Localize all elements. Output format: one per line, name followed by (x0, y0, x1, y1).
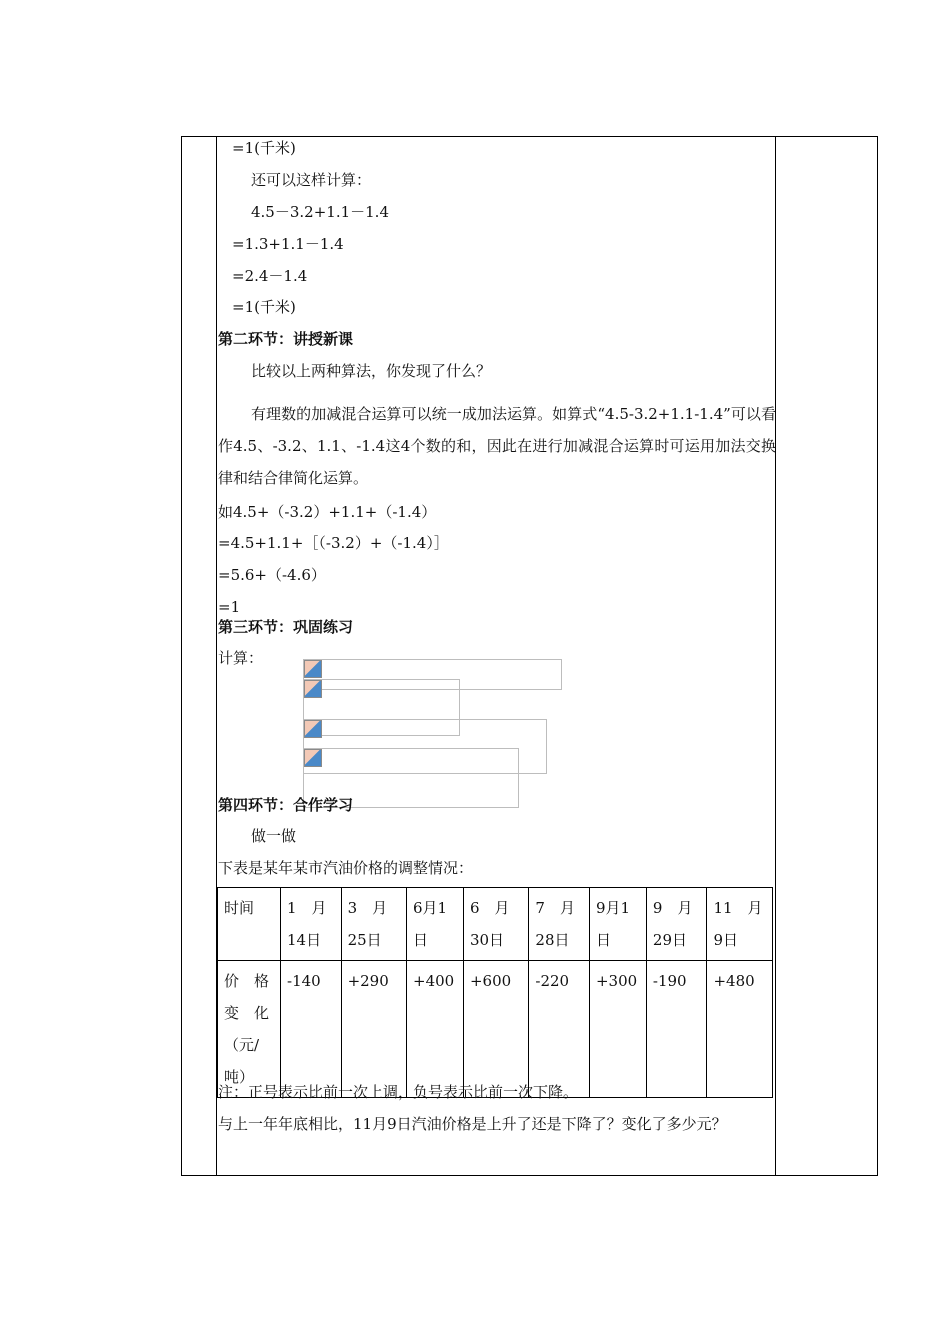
section3-label: 计算： (218, 649, 264, 667)
calc-line-2: 4.5－3.2+1.1－1.4 (251, 203, 389, 221)
table-cell-change: +600 (463, 961, 528, 1098)
table-note: 注：正号表示比前一次上调，负号表示比前一次下降。 (218, 1083, 579, 1101)
table-cell-date: 6 月30日 (463, 888, 528, 961)
table-cell-date: 11 月9日 (707, 888, 773, 961)
example-line-3: =5.6+（-4.6） (218, 566, 326, 584)
final-question: 与上一年年底相比，11月9日汽油价格是上升了还是下降了？变化了多少元？ (218, 1115, 727, 1133)
table-row (218, 888, 773, 961)
table-cell-date: 9 月29日 (646, 888, 707, 961)
table-cell-date: 1 月14日 (281, 888, 342, 961)
broken-image-icon (304, 720, 322, 738)
table-cell-date: 3 月25日 (341, 888, 406, 961)
example-line-2: =4.5+1.1+［（-3.2）+（-1.4）］ (218, 534, 449, 552)
example-line-4: =1 (218, 598, 241, 616)
broken-image-icon (304, 749, 322, 767)
calc-line-5: =1(千米) (232, 298, 296, 316)
calc-line-0: =1(千米) (232, 139, 296, 157)
table-cell-change: -140 (281, 961, 342, 1098)
table-cell-change: +400 (407, 961, 464, 1098)
section4-heading: 第四环节：合作学习 (218, 796, 354, 814)
section4-intro: 下表是某年某市汽油价格的调整情况： (218, 859, 474, 877)
section4-sub: 做一做 (251, 827, 297, 845)
calc-line-4: =2.4－1.4 (232, 267, 308, 285)
section2-paragraph: 有理数的加减混合运算可以统一成加法运算。如算式“4.5-3.2+1.1-1.4”可以看作4.5、-3.2、1.1、-1.4这4个数的和，因此在进行加减混合运算时可运用加法交换律和结合律简化运算。 (218, 405, 776, 487)
gas-price-table (217, 887, 773, 1098)
broken-image-icon (304, 660, 322, 678)
table-cell-change: -190 (646, 961, 707, 1098)
section3-heading: 第三环节：巩固练习 (218, 618, 354, 636)
table-cell-change: +300 (589, 961, 646, 1098)
example-line-1: 如4.5+（-3.2）+1.1+（-1.4） (218, 503, 437, 521)
calc-line-1: 还可以这样计算： (251, 171, 372, 189)
broken-image-icon (304, 680, 322, 698)
table-cell-change: -220 (529, 961, 590, 1098)
table-row (218, 961, 773, 1098)
row-header-time: 时间 (218, 888, 281, 961)
section2-heading: 第二环节：讲授新课 (218, 330, 354, 348)
table-cell-date: 9月1日 (589, 888, 646, 961)
calc-line-3: =1.3+1.1－1.4 (232, 235, 344, 253)
column-divider-right (775, 136, 776, 1176)
table-cell-date: 6月1日 (407, 888, 464, 961)
table-cell-date: 7 月28日 (529, 888, 590, 961)
table-cell-change: +480 (707, 961, 773, 1098)
section2-question: 比较以上两种算法，你发现了什么？ (251, 362, 492, 380)
row-header-price-change: 价 格变 化（元/吨） (218, 961, 281, 1098)
table-cell-change: +290 (341, 961, 406, 1098)
